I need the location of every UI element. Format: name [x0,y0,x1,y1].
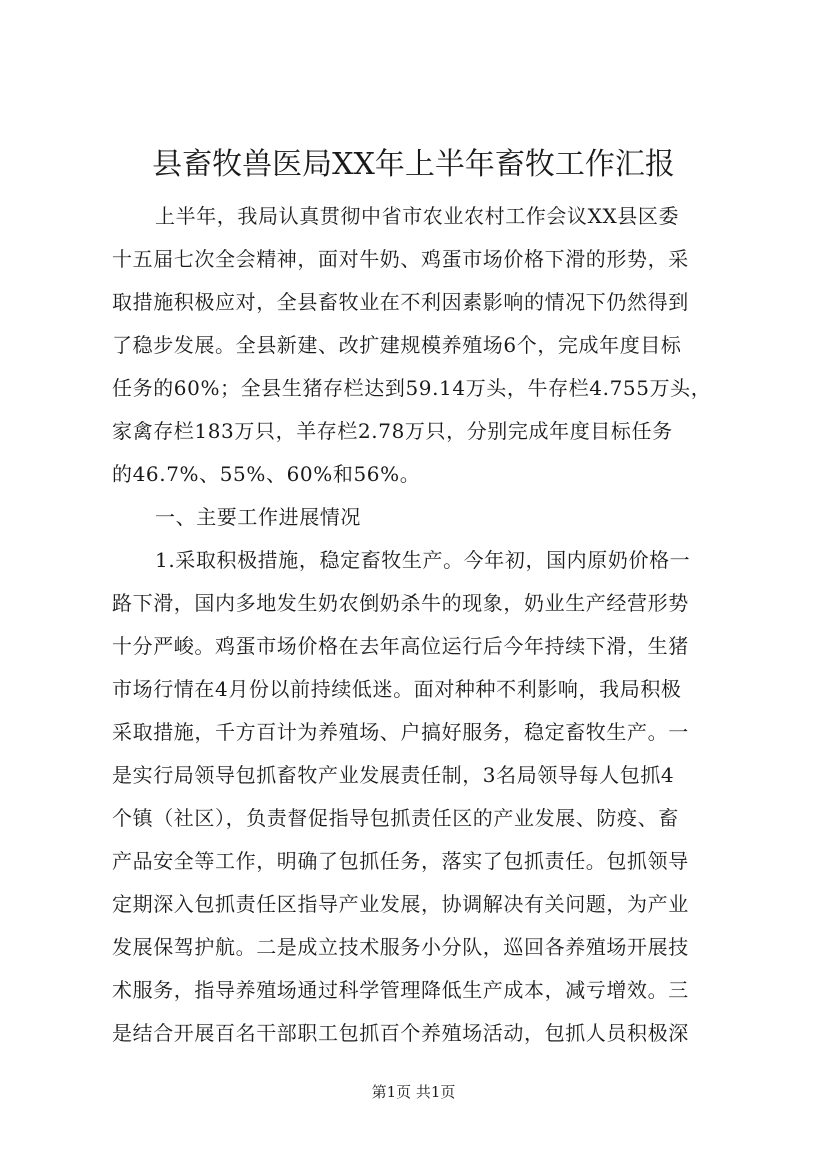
document-body [112,195,724,1055]
paragraph-line: 是结合开展百名干部职工包抓百个养殖场活动，包抓人员积极深 [112,1021,689,1045]
section-heading: 一、主要工作进展情况 [155,505,361,529]
paragraph-line: 家禽存栏183万只，羊存栏2.78万只，分别完成年度目标任务 [112,419,673,443]
paragraph-line: 采取措施，千方百计为养殖场、户搞好服务，稳定畜牧生产。一 [112,720,689,744]
page-number-footer: 第1页 共1页 [371,1083,456,1101]
paragraph-line: 术服务，指导养殖场通过科学管理降低生产成本，减亏增效。三 [112,978,689,1002]
paragraph-line: 发展保驾护航。二是成立技术服务小分队，巡回各养殖场开展技 [112,935,689,959]
paragraph-line: 1.采取积极措施，稳定畜牧生产。今年初，国内原奶价格一 [155,548,691,572]
paragraph-line: 路下滑，国内多地发生奶农倒奶杀牛的现象，奶业生产经营形势 [112,591,689,615]
paragraph-line: 十分严峻。鸡蛋市场价格在去年高位运行后今年持续下滑，生猪 [112,634,689,658]
paragraph-line: 产品安全等工作，明确了包抓任务，落实了包抓责任。包抓领导 [112,849,689,873]
paragraph-line: 个镇（社区），负责督促指导包抓责任区的产业发展、防疫、畜 [112,806,679,830]
paragraph-line: 是实行局领导包抓畜牧产业发展责任制，3名局领导每人包抓4 [112,763,675,787]
document-title: 县畜牧兽医局XX年上半年畜牧工作汇报 [152,147,675,182]
paragraph-line: 任务的60%；全县生猪存栏达到59.14万头，牛存栏4.755万头， [112,376,712,400]
paragraph-line: 的46.7%、55%、60%和56%。 [112,462,421,486]
paragraph-line: 定期深入包抓责任区指导产业发展，协调解决有关问题，为产业 [112,892,689,916]
paragraph-line: 市场行情在4月份以前持续低迷。面对种种不利影响，我局积极 [112,677,682,701]
paragraph-line: 取措施积极应对，全县畜牧业在不利因素影响的情况下仍然得到 [112,290,689,314]
paragraph-line: 了稳步发展。全县新建、改扩建规模养殖场6个，完成年度目标 [112,333,682,357]
paragraph-line: 十五届七次全会精神，面对牛奶、鸡蛋市场价格下滑的形势，采 [112,247,689,271]
paragraph-line: 上半年，我局认真贯彻中省市农业农村工作会议XX县区委 [155,204,680,228]
